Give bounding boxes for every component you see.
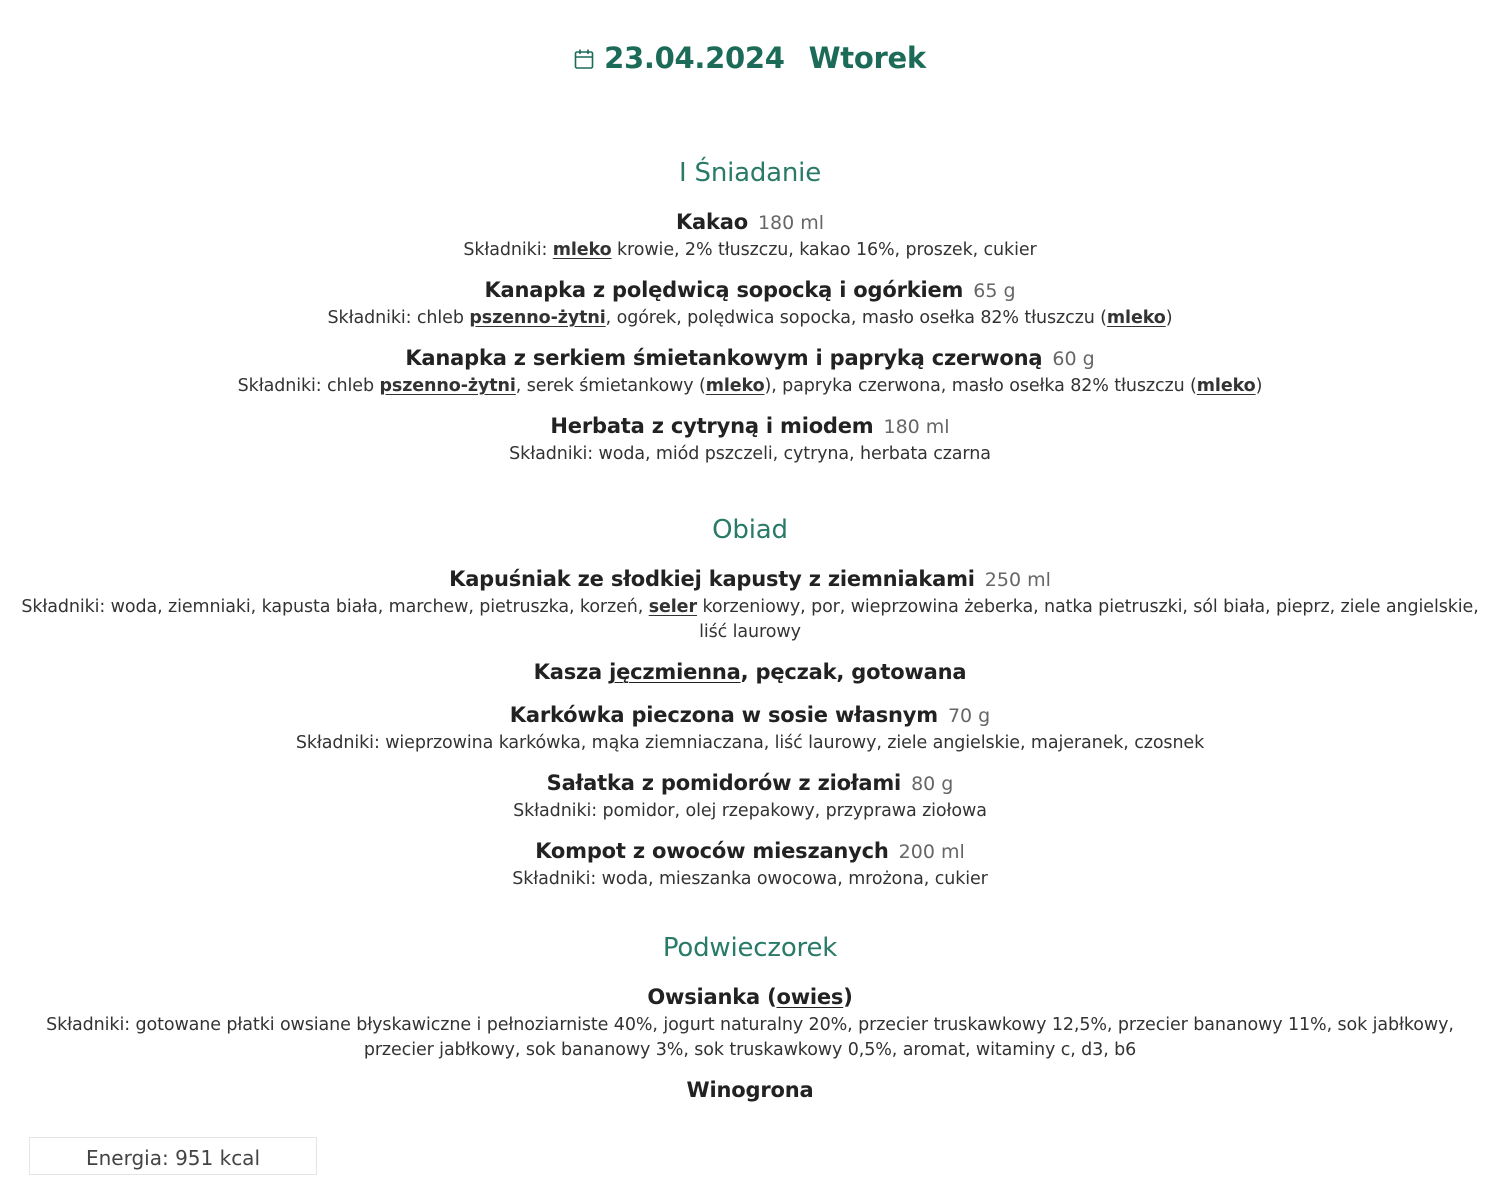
dish-item [0,769,1500,837]
dish-item [0,1076,1500,1119]
dish-item [0,276,1500,344]
allergen-highlight: pszenno-żytni [379,376,516,396]
dish-name: Winogrona [686,1078,814,1102]
ingredients-text: ) [1255,376,1263,396]
dish-name: Kakao [675,210,748,234]
dish-item [0,565,1500,658]
dish-name: Sałatka z pomidorów z ziołami [546,771,902,795]
allergen-highlight: mleko [705,376,765,396]
ingredients-text: , serek śmietankowy ( [515,376,706,396]
dish-portion: 60 g [1052,348,1095,370]
dish-name: Kanapka z serkiem śmietankowym i papryką czerwoną [405,346,1043,370]
ingredients-text: krowie, 2% tłuszczu, kakao 16%, proszek, cukier [611,240,1037,260]
dish-name: Herbata z cytryną i miodem [550,414,874,438]
calendar-icon [574,48,594,70]
ingredients-text: Składniki: woda, miód pszczeli, cytryna, herbata czarna [509,444,991,464]
menu-page [0,38,1500,1102]
dish-name-part: , pęczak, gotowana [740,660,967,684]
dish-ingredients [0,595,1500,645]
dish-portion: 200 ml [898,841,965,863]
meal-section [0,931,1500,1119]
dish-item [0,701,1500,769]
dish-name: Kapuśniak ze słodkiej kapusty z ziemniakami [449,567,975,591]
dish-portion: 250 ml [984,569,1051,591]
dish-name [647,985,852,1009]
dish-ingredients [0,238,1500,263]
ingredients-text: Składniki: [463,240,553,260]
dish-ingredients [0,1013,1500,1063]
dish-item [0,208,1500,276]
dish-item [0,412,1500,480]
dish-name-part: ) [843,985,853,1009]
date-header [0,38,1500,78]
meal-title: Obiad [712,515,788,545]
dish-name [534,660,967,684]
dish-item [0,837,1500,905]
weekday-text: Wtorek [808,41,926,75]
dish-portion: 70 g [947,705,991,727]
ingredients-text: Składniki: woda, ziemniaki, kapusta biała, marchew, pietruszka, korzeń, [21,597,649,617]
energy-summary [29,1137,317,1175]
allergen-highlight: owies [776,985,844,1009]
ingredients-text: Składniki: pomidor, olej rzepakowy, przyprawa ziołowa [513,801,987,821]
dish-portion: 65 g [973,280,1016,302]
allergen-highlight: mleko [1106,308,1166,328]
energy-label: Energia: 951 kcal [85,1146,260,1170]
dish-ingredients [0,731,1500,756]
ingredients-text: Składniki: wieprzowina karkówka, mąka ziemniaczana, liść laurowy, ziele angielskie, majeranek, czosnek [295,733,1205,753]
allergen-highlight: mleko [552,240,612,260]
dish-item [0,983,1500,1076]
ingredients-text: korzeniowy, por, wieprzowina żeberka, natka pietruszki, sól biała, pieprz, ziele angielskie, liść laurowy [696,597,1479,642]
dish-ingredients [0,867,1500,892]
allergen-highlight: mleko [1196,376,1256,396]
dish-name: Kanapka z polędwicą sopocką i ogórkiem [484,278,964,302]
dish-name: Kompot z owoców mieszanych [535,839,889,863]
allergen-highlight: pszenno-żytni [469,308,606,328]
dish-ingredients [0,442,1500,467]
allergen-highlight: seler [648,597,697,617]
meal-section [0,513,1500,905]
dish-name-part: Owsianka ( [647,985,777,1009]
ingredients-text: ) [1165,308,1173,328]
dish-ingredients [0,374,1500,399]
dish-portion: 180 ml [757,212,825,234]
dish-portion: 80 g [911,773,954,795]
dish-name: Karkówka pieczona w sosie własnym [509,703,938,727]
dish-ingredients [0,306,1500,331]
ingredients-text: ), papryka czerwona, masło osełka 82% tłuszczu ( [764,376,1197,396]
dish-item [0,344,1500,412]
ingredients-text: Składniki: gotowane płatki owsiane błyskawiczne i pełnoziarniste 40%, jogurt naturalny 20%, przecier truskawkowy 12,5%, przecier bananowy 11%, sok jabłkowy, przecier jabłkowy, sok bananowy 3%, sok truskawkowy 0,5%, aromat, witaminy c, d3, b6 [46,1015,1454,1060]
ingredients-text: Składniki: woda, mieszanka owocowa, mrożona, cukier [512,869,988,889]
allergen-highlight: jęczmienna [609,660,741,684]
date-text: 23.04.2024 [604,41,785,75]
ingredients-text: , ogórek, polędwica sopocka, masło osełka 82% tłuszczu ( [605,308,1107,328]
dish-name-part: Kasza [533,660,610,684]
ingredients-text: Składniki: chleb [237,376,380,396]
ingredients-text: Składniki: chleb [327,308,470,328]
dish-portion: 180 ml [883,416,950,438]
dish-ingredients [0,799,1500,824]
meal-title: I Śniadanie [678,158,821,188]
dish-item [0,658,1500,701]
meal-section [0,156,1500,480]
meal-title: Podwieczorek [662,933,838,963]
